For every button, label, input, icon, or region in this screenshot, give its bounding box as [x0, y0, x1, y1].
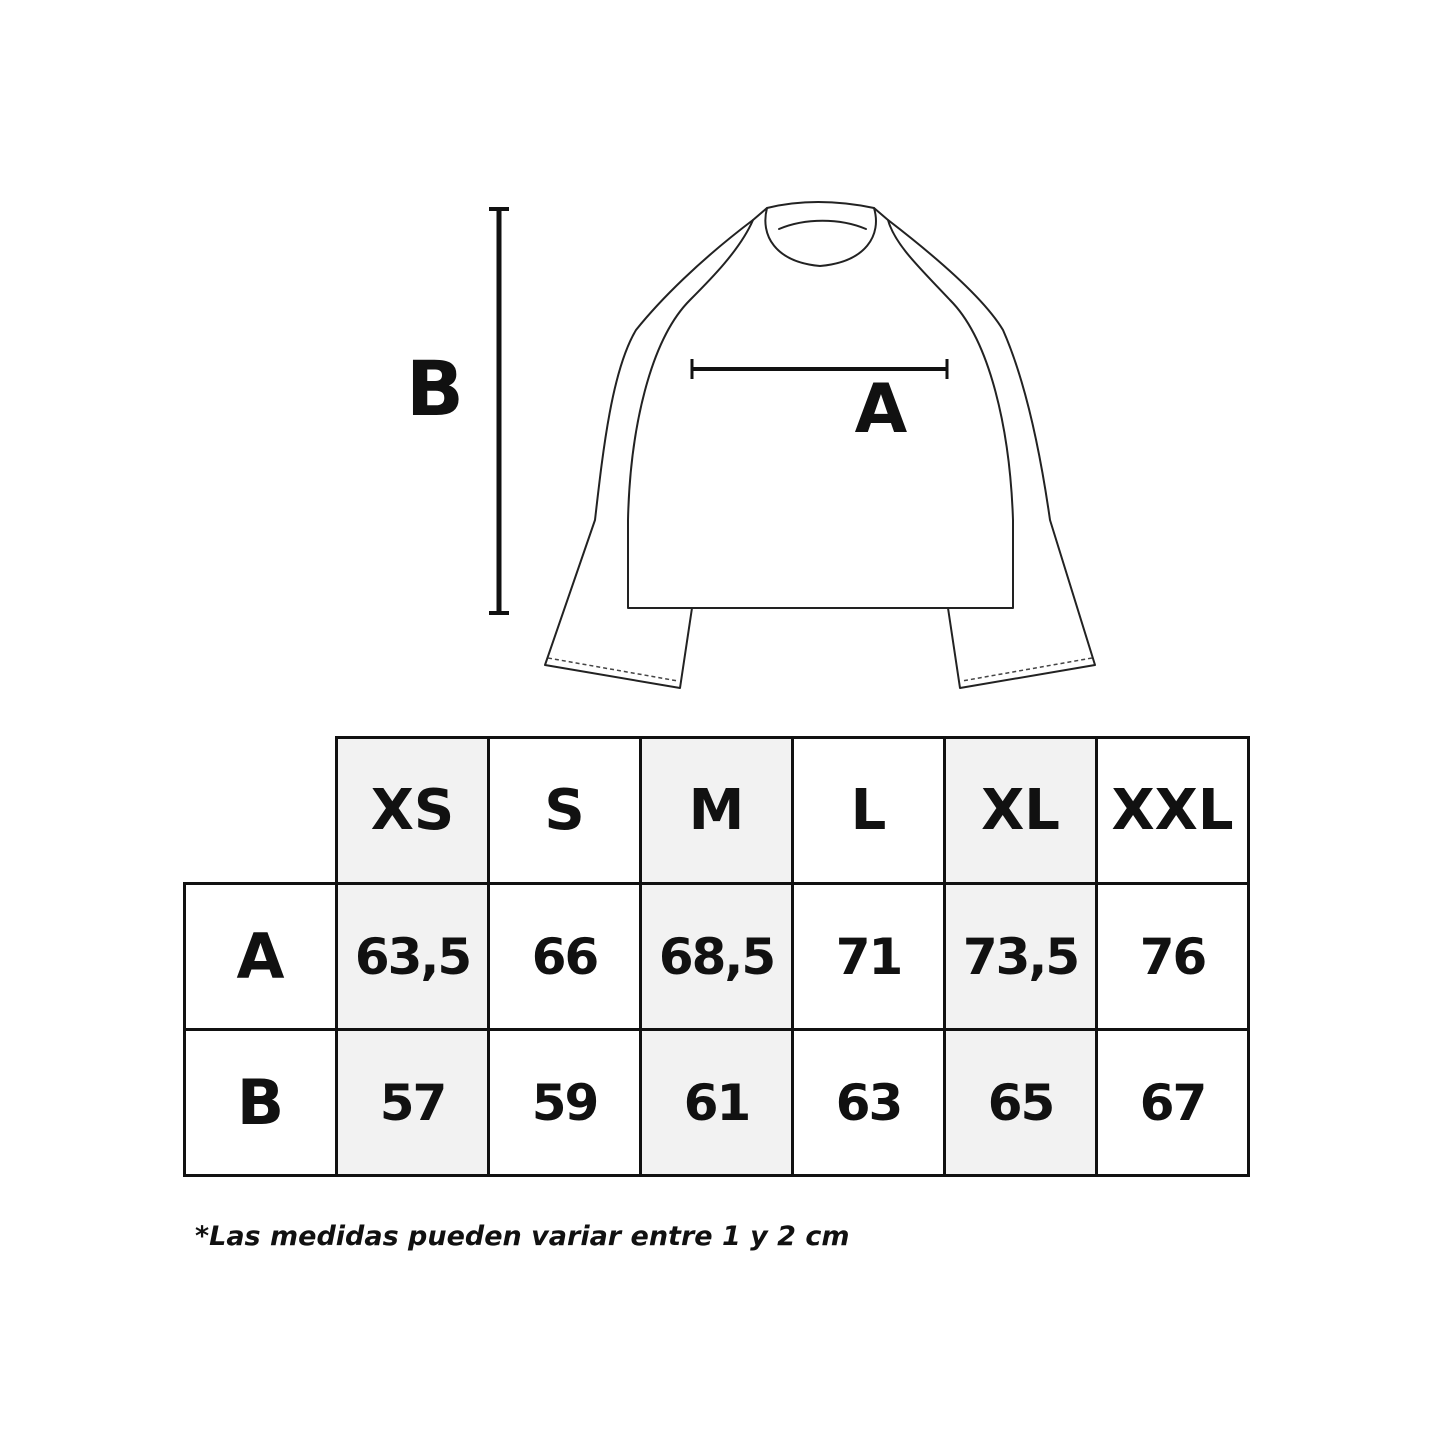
size-header-s: S	[489, 738, 641, 884]
cell-b-l: 63	[793, 1030, 945, 1176]
cell-a-xxl: 76	[1097, 884, 1249, 1030]
cell-a-xs: 63,5	[337, 884, 489, 1030]
footnote: *Las medidas pueden variar entre 1 y 2 cm	[195, 1221, 850, 1252]
cell-b-s: 59	[489, 1030, 641, 1176]
cell-b-xxl: 67	[1097, 1030, 1249, 1176]
corner-cell	[185, 738, 337, 884]
sweater-right-sleeve	[888, 220, 1095, 688]
table-row-a	[185, 884, 1249, 1030]
cell-a-l: 71	[793, 884, 945, 1030]
cell-a-m: 68,5	[641, 884, 793, 1030]
sweater-collar-inner	[779, 221, 866, 229]
size-header-xxl: XXL	[1097, 738, 1249, 884]
size-header-xs: XS	[337, 738, 489, 884]
size-header-l: L	[793, 738, 945, 884]
row-label-b: B	[185, 1030, 337, 1176]
cell-b-xs: 57	[337, 1030, 489, 1176]
cell-a-s: 66	[489, 884, 641, 1030]
size-header-xl: XL	[945, 738, 1097, 884]
cell-b-xl: 65	[945, 1030, 1097, 1176]
size-header-row	[185, 738, 1249, 884]
table-row-b	[185, 1030, 1249, 1176]
sweater-collar	[765, 208, 876, 266]
size-header-m: M	[641, 738, 793, 884]
sweater-diagram	[0, 0, 1445, 720]
sweater-body-outline	[628, 202, 1013, 608]
cell-b-m: 61	[641, 1030, 793, 1176]
measure-a-label: A	[854, 370, 908, 449]
sweater-left-sleeve	[545, 220, 753, 688]
row-label-a: A	[185, 884, 337, 1030]
size-table	[183, 736, 1250, 1177]
measure-b-label: B	[406, 344, 464, 433]
cell-a-xl: 73,5	[945, 884, 1097, 1030]
